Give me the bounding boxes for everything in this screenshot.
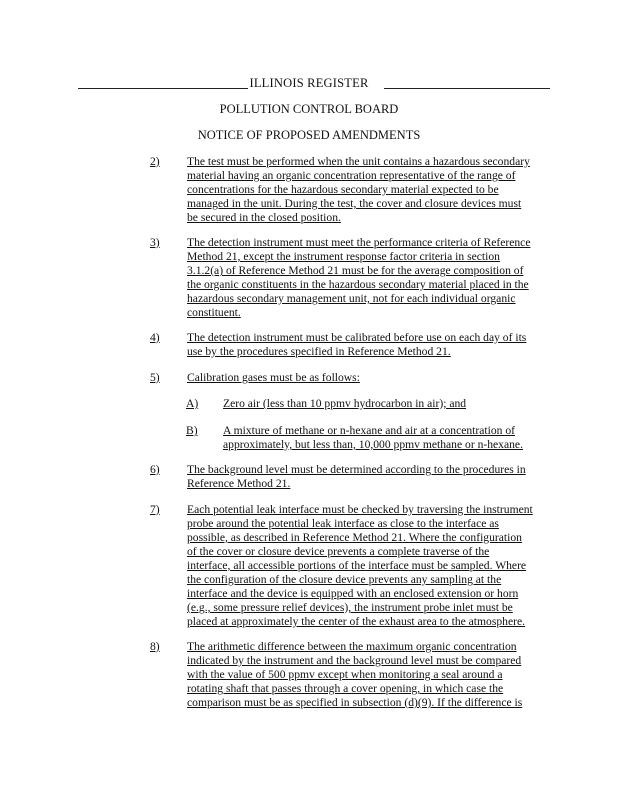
text-line: Calibration gases must be as follows: [187, 371, 360, 384]
subitem-letter: B) [186, 424, 198, 437]
item-text [187, 331, 550, 359]
item-number: 5) [150, 371, 160, 384]
text-line: of the cover or closure device prevents a complete traverse of the [187, 545, 490, 558]
subitem-letter: A) [186, 397, 199, 410]
text-line: interface and the device is equipped with an enclosed extension or horn [187, 587, 519, 600]
subitem-text [223, 424, 546, 452]
text-line: The arithmetic difference between the maximum organic concentration [187, 640, 517, 653]
board-title: POLLUTION CONTROL BOARD [219, 102, 399, 116]
text-line: with the value of 500 ppmv except when monitoring a seal around a [187, 668, 503, 681]
text-line: the configuration of the closure device prevents any sampling at the [187, 573, 502, 586]
item-number: 8) [150, 640, 160, 653]
text-line: 3.1.2(a) of Reference Method 21 must be for the average composition of [187, 264, 524, 277]
text-line: placed at approximately the center of the exhaust area to the atmosphere. [187, 615, 526, 628]
text-line: managed in the unit. During the test, the cover and closure devices must [187, 197, 522, 210]
text-line: The background level must be determined according to the procedures in [187, 463, 526, 476]
item-number: 2) [150, 155, 160, 168]
text-line: interface, all accessible portions of the interface must be sampled. Where [187, 559, 527, 572]
text-line: rotating shaft that passes through a cover opening, in which case the [187, 682, 504, 695]
register-title: ILLINOIS REGISTER [249, 76, 369, 90]
text-line: approximately, but less than, 10,000 ppmv methane or n-hexane. [223, 438, 523, 451]
text-line: constituent. [187, 306, 241, 319]
item-number: 6) [150, 463, 160, 476]
text-line: hazardous secondary management unit, not for each individual organic [187, 292, 516, 305]
text-line: Zero air (less than 10 ppmv hydrocarbon in air); and [223, 397, 467, 410]
item-text [187, 155, 550, 225]
notice-title: NOTICE OF PROPOSED AMENDMENTS [197, 128, 421, 142]
item-text [187, 503, 550, 629]
item-text [187, 236, 550, 320]
text-line: indicated by the instrument and the background level must be compared [187, 654, 522, 667]
text-line: The detection instrument must be calibrated before use on each day of its [187, 331, 527, 344]
item-number: 3) [150, 236, 160, 249]
item-text [187, 640, 550, 710]
text-line: be secured in the closed position. [187, 211, 341, 224]
text-line: Each potential leak interface must be checked by traversing the instrument [187, 503, 533, 516]
item-text [187, 463, 550, 491]
subitem-text [223, 397, 546, 411]
text-line: probe around the potential leak interface as close to the interface as [187, 517, 499, 530]
text-line: Reference Method 21. [187, 477, 291, 490]
text-line: material having an organic concentration representative of the range of [187, 169, 516, 182]
text-line: comparison must be as specified in subsection (d)(9). If the difference is [187, 696, 523, 709]
item-number: 4) [150, 331, 160, 344]
item-text [187, 371, 550, 385]
text-line: Method 21, except the instrument response factor criteria in section [187, 250, 500, 263]
text-line: The test must be performed when the unit contains a hazardous secondary [187, 155, 530, 168]
text-line: the organic constituents in the hazardous secondary material placed in the [187, 278, 529, 291]
text-line: concentrations for the hazardous secondary material expected to be [187, 183, 499, 196]
text-line: (e.g., some pressure relief devices), the instrument probe inlet must be [187, 601, 513, 614]
text-line: use by the procedures specified in Reference Method 21. [187, 345, 451, 358]
text-line: A mixture of methane or n-hexane and air at a concentration of [223, 424, 515, 437]
item-number: 7) [150, 503, 160, 516]
text-line: possible, as described in Reference Method 21. Where the configuration [187, 531, 522, 544]
text-line: The detection instrument must meet the performance criteria of Reference [187, 236, 531, 249]
